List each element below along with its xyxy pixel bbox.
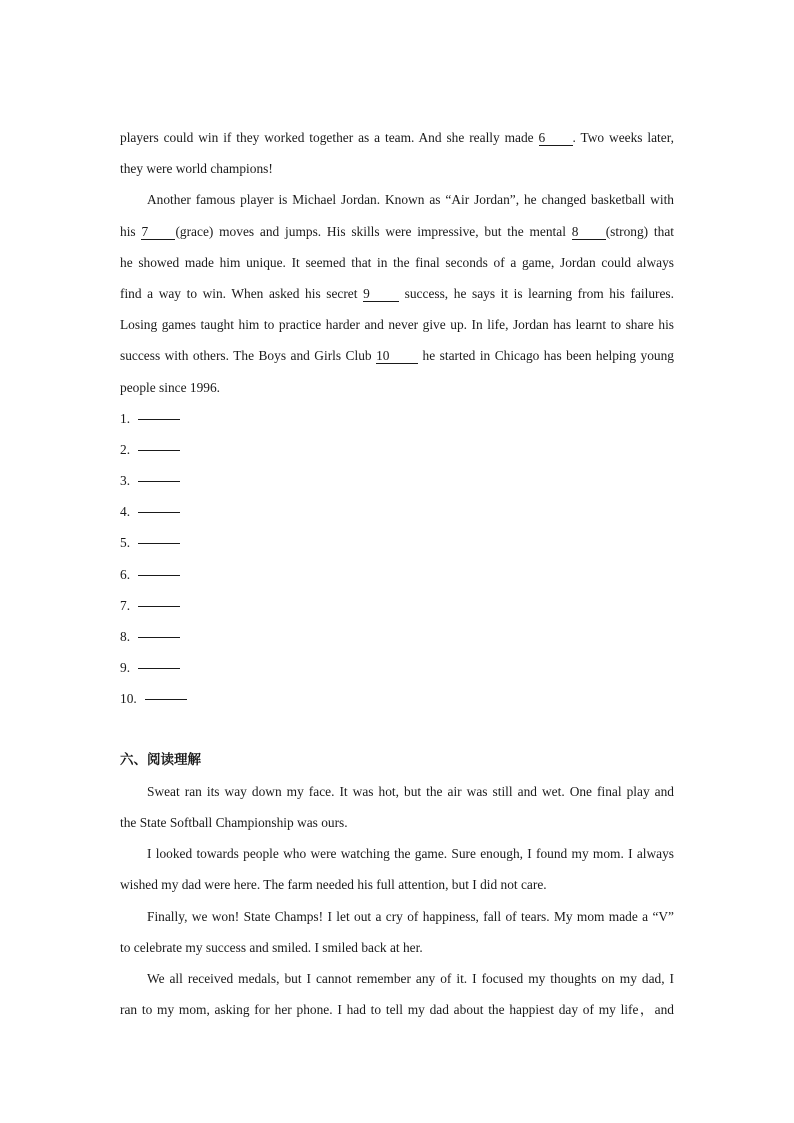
answer-item: 3. [120,465,674,496]
passage-line: find a way to win. When asked his secret 9 success, he says it is learning from his failures. [120,285,674,301]
passage-line: players could win if they worked together as a team. And she really made 6 . Two weeks later, [120,130,674,145]
passage-line: Sweat ran its way down my face. It was hot, but the air was still and wet. One final play and [147,783,674,799]
passage-line: his 7 (grace) moves and jumps. His skills were impressive, but the mental 8 (strong) that [120,223,674,239]
answer-blank[interactable] [138,418,180,420]
answer-blank[interactable] [138,480,180,482]
passage-line: the State Softball Championship was ours. [120,814,348,830]
blank-8: 8 [572,225,606,240]
passage-line: Losing games taught him to practice harder and never give up. In life, Jordan has learnt to share his [120,317,674,333]
answer-blank[interactable] [138,574,180,576]
answer-blank[interactable] [138,542,180,544]
answer-item: 9. [120,652,674,683]
passage-cloze [120,122,674,403]
answer-blank[interactable] [138,511,180,513]
document-page [120,122,674,1025]
passage-line: We all received medals, but I cannot remember any of it. I focused my thoughts on my dad, I [147,970,674,986]
answer-item: 1. [120,403,674,434]
answer-item: 6. [120,559,674,590]
passage-reading [120,776,674,1026]
answer-blank[interactable] [138,605,180,607]
answer-blank[interactable] [138,636,180,638]
blank-7: 7 [141,225,175,240]
passage-line: they were world champions! [120,161,273,177]
answer-item: 10. [120,683,674,714]
passage-line: people since 1996. [120,379,221,395]
answer-item: 2. [120,434,674,465]
answer-item: 8. [120,621,674,652]
answer-list [120,403,674,715]
passage-line: he showed made him unique. It seemed that in the final seconds of a game, Jordan could always [120,254,674,270]
answer-item: 4. [120,496,674,527]
passage-line: success with others. The Boys and Girls Club 10 he started in Chicago has been helping young [120,348,674,364]
blank-9: 9 [363,287,399,302]
passage-line: to celebrate my success and smiled. I smiled back at her. [120,939,423,955]
answer-blank[interactable] [145,698,187,700]
section-title: 六、阅读理解 [120,751,201,768]
answer-blank[interactable] [138,449,180,451]
answer-item: 5. [120,527,674,558]
passage-line: I looked towards people who were watching the game. Sure enough, I found my mom. I always [147,846,674,862]
answer-blank[interactable] [138,667,180,669]
passage-line: Finally, we won! State Champs! I let out a cry of happiness, fall of tears. My mom made a “V” [147,908,674,924]
passage-line: wished my dad were here. The farm needed his full attention, but I did not care. [120,877,547,893]
passage-line: Another famous player is Michael Jordan. Known as “Air Jordan”, he changed basketball with [147,192,674,208]
passage-line: ran to my mom, asking for her phone. I had to tell my dad about the happiest day of my life，and [120,1002,674,1018]
answer-item: 7. [120,590,674,621]
blank-6: 6 [539,131,573,146]
blank-10: 10 [376,349,418,364]
